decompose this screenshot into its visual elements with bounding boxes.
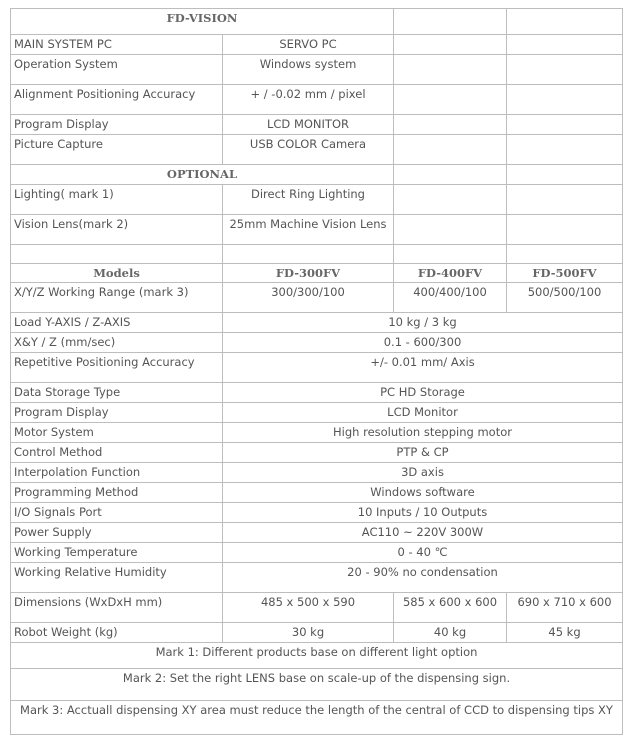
table-row: [11, 185, 623, 215]
table-row: [11, 333, 623, 353]
row-value: High resolution stepping motor: [223, 423, 623, 443]
row-value: 30 kg: [223, 623, 394, 643]
note-row: [11, 643, 623, 669]
row-label: Power Supply: [11, 523, 223, 543]
table-row: [11, 403, 623, 423]
row-label: Program Display: [11, 115, 223, 135]
row-value: 0.1 - 600/300: [223, 333, 623, 353]
model-name: FD-500FV: [507, 264, 623, 283]
row-label: Control Method: [11, 443, 223, 463]
empty-cell: [394, 245, 507, 264]
row-value: 20 - 90% no condensation: [223, 563, 623, 593]
row-label: Repetitive Positioning Accuracy: [11, 353, 223, 383]
spacer-row: [11, 245, 623, 264]
row-value: PTP & CP: [223, 443, 623, 463]
table-row: [11, 55, 623, 85]
models-header-row: [11, 264, 623, 283]
empty-cell: [507, 9, 623, 35]
row-label: Vision Lens(mark 2): [11, 215, 223, 245]
table-row: [11, 593, 623, 623]
note-row: [11, 669, 623, 701]
empty-cell: [507, 115, 623, 135]
note-mark-1: Mark 1: Different products base on different light option: [11, 643, 623, 669]
row-label: X/Y/Z Working Range (mark 3): [11, 283, 223, 313]
empty-cell: [507, 85, 623, 115]
empty-cell: [507, 185, 623, 215]
empty-cell: [507, 165, 623, 185]
row-value: 585 x 600 x 600: [394, 593, 507, 623]
empty-cell: [394, 215, 507, 245]
row-value: 25mm Machine Vision Lens: [223, 215, 394, 245]
row-value: +/- 0.01 mm/ Axis: [223, 353, 623, 383]
spec-table: [10, 8, 623, 735]
row-label: Picture Capture: [11, 135, 223, 165]
row-value: 485 x 500 x 590: [223, 593, 394, 623]
table-row: [11, 35, 623, 55]
table-row: [11, 543, 623, 563]
row-label: Program Display: [11, 403, 223, 423]
row-value: SERVO PC: [223, 35, 394, 55]
table-row: [11, 503, 623, 523]
empty-cell: [223, 245, 394, 264]
row-label: Interpolation Function: [11, 463, 223, 483]
row-value: 400/400/100: [394, 283, 507, 313]
table-row: [11, 283, 623, 313]
model-name: FD-400FV: [394, 264, 507, 283]
empty-cell: [394, 9, 507, 35]
row-value: 10 kg / 3 kg: [223, 313, 623, 333]
empty-cell: [507, 55, 623, 85]
table-row: [11, 423, 623, 443]
empty-cell: [394, 165, 507, 185]
table-row: [11, 623, 623, 643]
row-label: Working Temperature: [11, 543, 223, 563]
row-label: Load Y-AXIS / Z-AXIS: [11, 313, 223, 333]
empty-cell: [394, 185, 507, 215]
row-value: USB COLOR Camera: [223, 135, 394, 165]
empty-cell: [394, 35, 507, 55]
row-label: I/O Signals Port: [11, 503, 223, 523]
table-row: [11, 383, 623, 403]
row-label: Programming Method: [11, 483, 223, 503]
row-label: MAIN SYSTEM PC: [11, 35, 223, 55]
row-value: Windows software: [223, 483, 623, 503]
empty-cell: [394, 85, 507, 115]
row-label: Dimensions (WxDxH mm): [11, 593, 223, 623]
table-row: [11, 353, 623, 383]
table-row: [11, 115, 623, 135]
row-label: Data Storage Type: [11, 383, 223, 403]
row-value: 3D axis: [223, 463, 623, 483]
row-value: + / -0.02 mm / pixel: [223, 85, 394, 115]
table-row: [11, 215, 623, 245]
empty-cell: [507, 215, 623, 245]
row-label: Lighting( mark 1): [11, 185, 223, 215]
row-value: LCD Monitor: [223, 403, 623, 423]
models-header: Models: [11, 264, 223, 283]
row-value: 500/500/100: [507, 283, 623, 313]
empty-cell: [394, 115, 507, 135]
optional-header-row: [11, 165, 623, 185]
row-label: X&Y / Z (mm/sec): [11, 333, 223, 353]
model-name: FD-300FV: [223, 264, 394, 283]
note-mark-3: Mark 3: Acctuall dispensing XY area must reduce the length of the central of CCD to dispensing tips XY: [11, 701, 623, 735]
table-row: [11, 85, 623, 115]
note-mark-2: Mark 2: Set the right LENS base on scale-up of the dispensing sign.: [11, 669, 623, 701]
vision-header-row: [11, 9, 623, 35]
spec-page: [10, 8, 622, 735]
empty-cell: [507, 35, 623, 55]
optional-title: OPTIONAL: [11, 165, 394, 185]
empty-cell: [394, 55, 507, 85]
row-value: 40 kg: [394, 623, 507, 643]
empty-cell: [11, 245, 223, 264]
row-value: 45 kg: [507, 623, 623, 643]
row-label: Motor System: [11, 423, 223, 443]
table-row: [11, 313, 623, 333]
row-value: AC110 ~ 220V 300W: [223, 523, 623, 543]
empty-cell: [507, 135, 623, 165]
empty-cell: [394, 135, 507, 165]
table-row: [11, 443, 623, 463]
row-value: 0 - 40 ℃: [223, 543, 623, 563]
table-row: [11, 563, 623, 593]
row-value: Direct Ring Lighting: [223, 185, 394, 215]
row-label: Working Relative Humidity: [11, 563, 223, 593]
row-value: 690 x 710 x 600: [507, 593, 623, 623]
table-row: [11, 483, 623, 503]
table-row: [11, 463, 623, 483]
row-value: 300/300/100: [223, 283, 394, 313]
row-value: LCD MONITOR: [223, 115, 394, 135]
empty-cell: [507, 245, 623, 264]
vision-title: FD-VISION: [11, 9, 394, 35]
row-value: Windows system: [223, 55, 394, 85]
row-label: Alignment Positioning Accuracy: [11, 85, 223, 115]
row-label: Robot Weight (kg): [11, 623, 223, 643]
row-value: PC HD Storage: [223, 383, 623, 403]
table-row: [11, 523, 623, 543]
note-row: [11, 701, 623, 735]
table-row: [11, 135, 623, 165]
row-value: 10 Inputs / 10 Outputs: [223, 503, 623, 523]
row-label: Operation System: [11, 55, 223, 85]
